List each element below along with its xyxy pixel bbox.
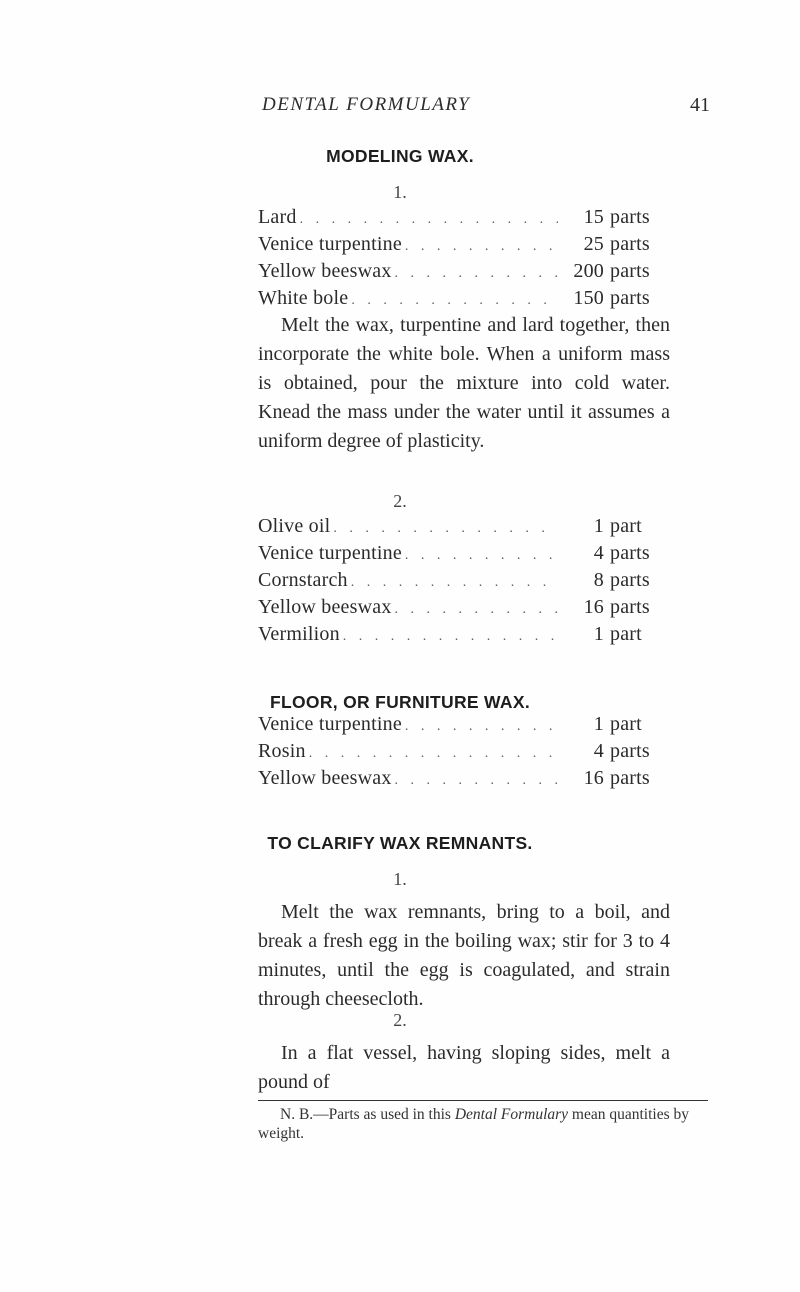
ingredient-name: Venice turpentine: [258, 713, 402, 735]
method-2-paragraph: [258, 1039, 670, 1097]
dot-leader: [309, 746, 558, 766]
ingredient-unit: part: [610, 515, 642, 537]
dot-leader: [351, 575, 558, 595]
ingredient-quantity: 25: [583, 233, 604, 255]
running-head: [0, 94, 800, 124]
ingredient-unit: part: [610, 623, 642, 645]
ingredient-unit: parts: [610, 740, 650, 762]
method-1-paragraph: [258, 898, 670, 1014]
ingredient-unit: parts: [610, 596, 650, 618]
ingredient-name: Yellow beeswax: [258, 260, 392, 282]
ingredient-name: White bole: [258, 287, 349, 309]
method-2-text: In a flat vessel, having sloping sides, melt a pound of: [258, 1042, 670, 1093]
footnote-tail: mean quantities by weight.: [258, 1106, 690, 1142]
ingredient-quantity: 15: [583, 206, 604, 228]
ingredient-quantity: 200: [573, 260, 604, 282]
footnote: [258, 1105, 713, 1143]
ingredient-unit: parts: [610, 767, 650, 789]
ingredient-row: [258, 515, 668, 542]
ingredient-name: Vermilion: [258, 623, 340, 645]
ingredient-name: Venice turpentine: [258, 233, 402, 255]
dot-leader: [343, 629, 558, 649]
ingredient-name: Olive oil: [258, 515, 331, 537]
ingredient-name: Rosin: [258, 740, 306, 762]
section-heading-clarify-wax: TO CLARIFY WAX REMNANTS.: [267, 833, 533, 853]
method-numeral: 1.: [393, 869, 407, 889]
dot-leader: [395, 266, 558, 286]
method-1-text: Melt the wax remnants, bring to a boil, and break a fresh egg in the boiling wax; stir for 3 to 4 minutes, until the egg is coagulated, and strain through cheesecloth.: [258, 901, 670, 1010]
ingredient-quantity: 4: [593, 740, 604, 762]
ingredient-row: [258, 623, 668, 650]
ingredient-quantity: 16: [583, 596, 604, 618]
ingredient-unit: part: [610, 713, 642, 735]
ingredient-list-modeling-wax-1: [258, 206, 668, 314]
ingredient-unit: parts: [610, 542, 650, 564]
dot-leader: [395, 602, 558, 622]
ingredient-row: [258, 260, 668, 287]
dot-leader: [395, 773, 558, 793]
running-title: DENTAL FORMULARY: [262, 94, 471, 115]
ingredient-name: Cornstarch: [258, 569, 348, 591]
dot-leader: [300, 212, 558, 232]
footnote-rule: [258, 1100, 708, 1101]
ingredient-row: [258, 287, 668, 314]
section-heading-floor-wax: FLOOR, OR FURNITURE WAX.: [270, 692, 530, 712]
ingredient-unit: parts: [610, 260, 650, 282]
recipe-numeral: 1.: [393, 182, 407, 202]
instructions-text: Melt the wax, turpentine and lard together, then incorporate the white bole. When a uniform mass is obtained, pour the mixture into cold water. Knead the mass under the water until it assumes a uniform degree of plasticity.: [258, 314, 670, 452]
ingredient-row: [258, 542, 668, 569]
ingredient-quantity: 8: [593, 569, 604, 591]
ingredient-row: [258, 767, 668, 794]
ingredient-quantity: 16: [583, 767, 604, 789]
ingredient-list-modeling-wax-2: [258, 515, 668, 650]
dot-leader: [405, 239, 558, 259]
dot-leader: [405, 719, 558, 739]
footnote-lead: N. B.—Parts as used in this: [280, 1106, 451, 1123]
ingredient-unit: parts: [610, 569, 650, 591]
ingredient-row: [258, 740, 668, 767]
ingredient-unit: parts: [610, 287, 650, 309]
ingredient-unit: parts: [610, 233, 650, 255]
ingredient-quantity: 1: [593, 713, 604, 735]
dot-leader: [405, 548, 558, 568]
ingredient-name: Yellow beeswax: [258, 596, 392, 618]
ingredient-list-floor-wax: [258, 713, 668, 794]
ingredient-quantity: 150: [573, 287, 604, 309]
section-heading-modeling-wax: MODELING WAX.: [326, 146, 474, 166]
ingredient-name: Lard: [258, 206, 297, 228]
ingredient-row: [258, 713, 668, 740]
dot-leader: [351, 293, 558, 313]
dot-leader: [333, 521, 558, 541]
method-numeral: 2.: [393, 1010, 407, 1030]
footnote-italic-title: Dental Formulary: [454, 1106, 569, 1123]
ingredient-row: [258, 233, 668, 260]
recipe-numeral: 2.: [393, 491, 407, 511]
ingredient-name: Yellow beeswax: [258, 767, 392, 789]
ingredient-row: [258, 596, 668, 623]
ingredient-row: [258, 569, 668, 596]
ingredient-unit: parts: [610, 206, 650, 228]
ingredient-row: [258, 206, 668, 233]
ingredient-quantity: 1: [593, 623, 604, 645]
ingredient-name: Venice turpentine: [258, 542, 402, 564]
ingredient-quantity: 1: [593, 515, 604, 537]
page-number: 41: [690, 94, 710, 116]
instructions-paragraph: [258, 311, 670, 456]
ingredient-quantity: 4: [593, 542, 604, 564]
